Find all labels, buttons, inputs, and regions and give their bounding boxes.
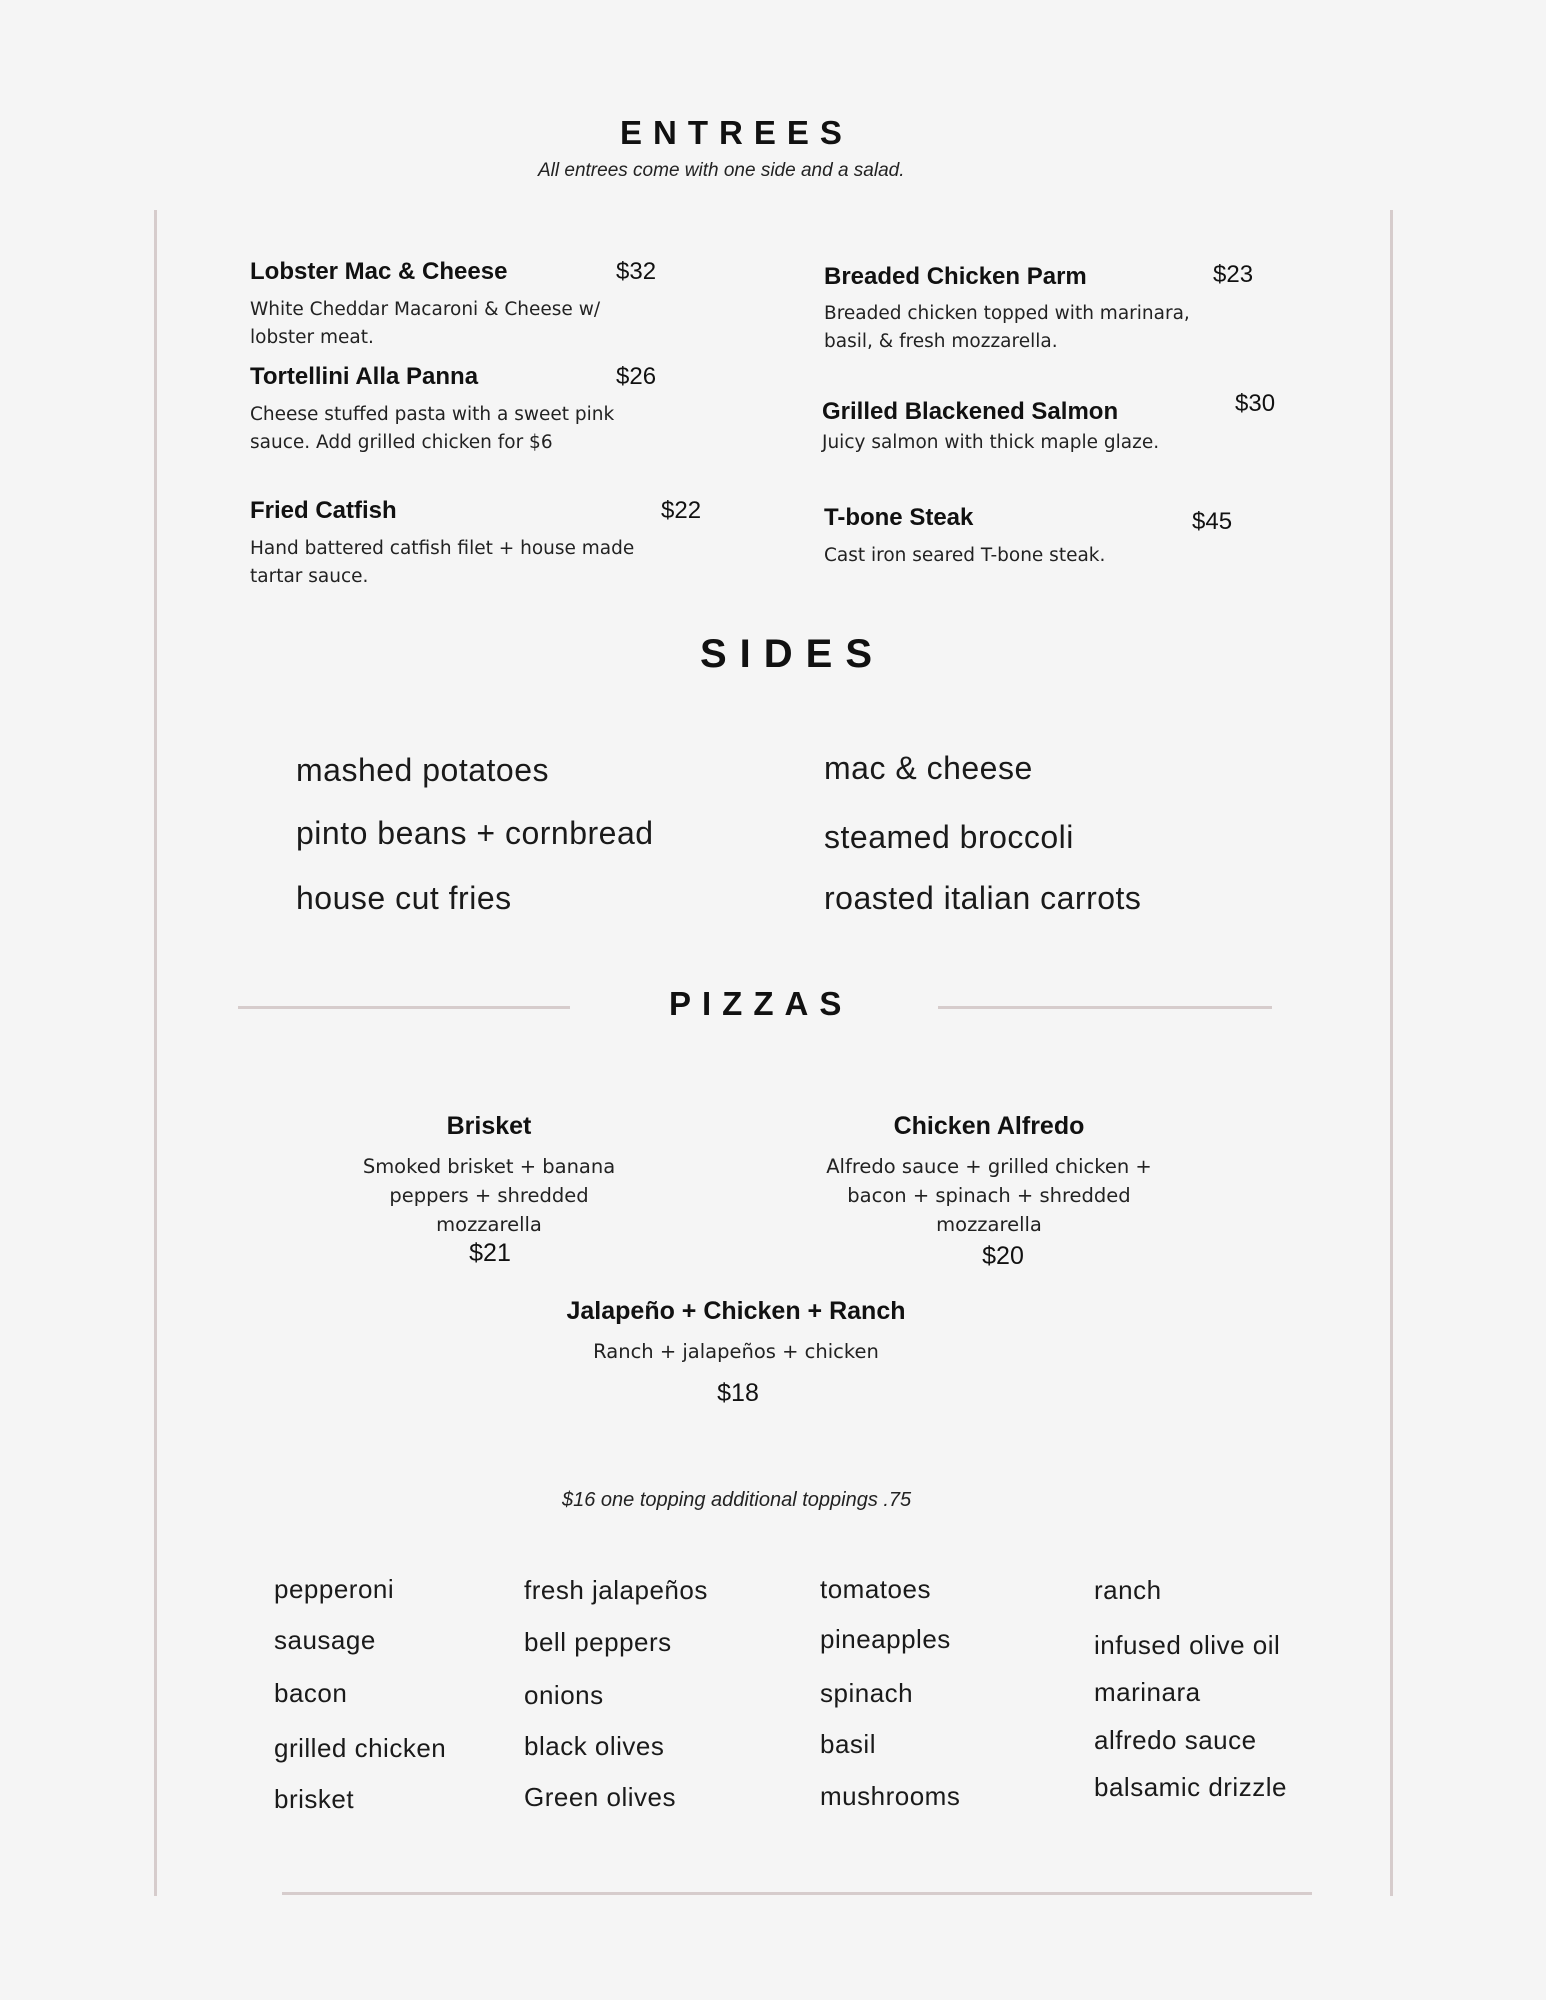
entree-price: $45 [1192,508,1233,535]
entree-name: Breaded Chicken Parm [824,263,1087,290]
entree-name: Grilled Blackened Salmon [822,398,1119,425]
entree-name: Tortellini Alla Panna [250,363,479,390]
topping-item: ranch [1094,1575,1162,1605]
side-item: house cut fries [296,880,512,916]
topping-item: sausage [274,1625,376,1655]
entree-name: T-bone Steak [824,504,974,531]
pizza-price: $21 [469,1239,511,1267]
pizza-description: Ranch + jalapeños + chicken [593,1340,879,1363]
entree-description: Breaded chicken topped with marinara, basil, & fresh mozzarella. [824,303,1190,352]
topping-item: infused olive oil [1094,1630,1281,1660]
side-item: mashed potatoes [296,752,549,788]
topping-item: brisket [274,1784,355,1814]
side-item: mac & cheese [824,750,1033,786]
topping-item: marinara [1094,1677,1201,1707]
topping-item: Green olives [524,1782,676,1812]
entree-name: Fried Catfish [250,497,397,524]
topping-item: pepperoni [274,1574,395,1604]
entree-price: $32 [616,258,657,285]
entree-price: $22 [661,497,702,524]
pizzas-rule-left [238,1006,570,1009]
topping-item: fresh jalapeños [524,1575,708,1605]
topping-item: bell peppers [524,1627,672,1657]
topping-item: basil [820,1729,876,1759]
side-item: pinto beans + cornbread [296,815,654,851]
topping-item: grilled chicken [274,1733,447,1763]
entree-price: $26 [616,363,657,390]
pizza-price: $18 [717,1379,759,1407]
entree-description: Juicy salmon with thick maple glaze. [822,432,1160,453]
topping-item: pineapples [820,1624,951,1654]
pizza-price: $20 [982,1242,1024,1270]
pizza-name: Chicken Alfredo [893,1112,1085,1140]
topping-item: mushrooms [820,1781,961,1811]
sides-heading: SIDES [700,632,886,676]
left-border-line [154,210,157,1896]
pizza-name: Brisket [446,1112,532,1140]
side-item: roasted italian carrots [824,880,1142,916]
topping-item: tomatoes [820,1574,931,1604]
topping-item: bacon [274,1678,348,1708]
topping-item: alfredo sauce [1094,1725,1257,1755]
entrees-heading: ENTREES [620,114,853,151]
toppings-note: $16 one topping additional toppings .75 [562,1489,912,1511]
right-border-line [1390,210,1393,1896]
pizza-description: Smoked brisket + banana peppers + shredded mozzarella [362,1155,616,1236]
pizza-description: Alfredo sauce + grilled chicken + bacon + spinach + shredded mozzarella [826,1155,1152,1236]
pizza-name: Jalapeño + Chicken + Ranch [566,1297,906,1325]
entrees-subtitle: All entrees come with one side and a salad. [538,160,905,181]
pizzas-rule-right [938,1006,1272,1009]
entree-description: Cheese stuffed pasta with a sweet pink sauce. Add grilled chicken for $6 [250,404,615,453]
topping-item: black olives [524,1731,665,1761]
entree-price: $23 [1213,261,1254,288]
topping-item: onions [524,1680,604,1710]
entree-description: Cast iron seared T-bone steak. [824,545,1106,566]
side-item: steamed broccoli [824,819,1074,855]
entree-description: Hand battered catfish filet + house made tartar sauce. [250,538,635,587]
topping-item: balsamic drizzle [1094,1772,1287,1802]
entree-name: Lobster Mac & Cheese [250,258,508,285]
entree-description: White Cheddar Macaroni & Cheese w/ lobster meat. [250,299,601,348]
topping-item: spinach [820,1678,914,1708]
entree-price: $30 [1235,390,1276,417]
pizzas-heading: PIZZAS [669,985,853,1022]
bottom-border-line [282,1892,1312,1895]
